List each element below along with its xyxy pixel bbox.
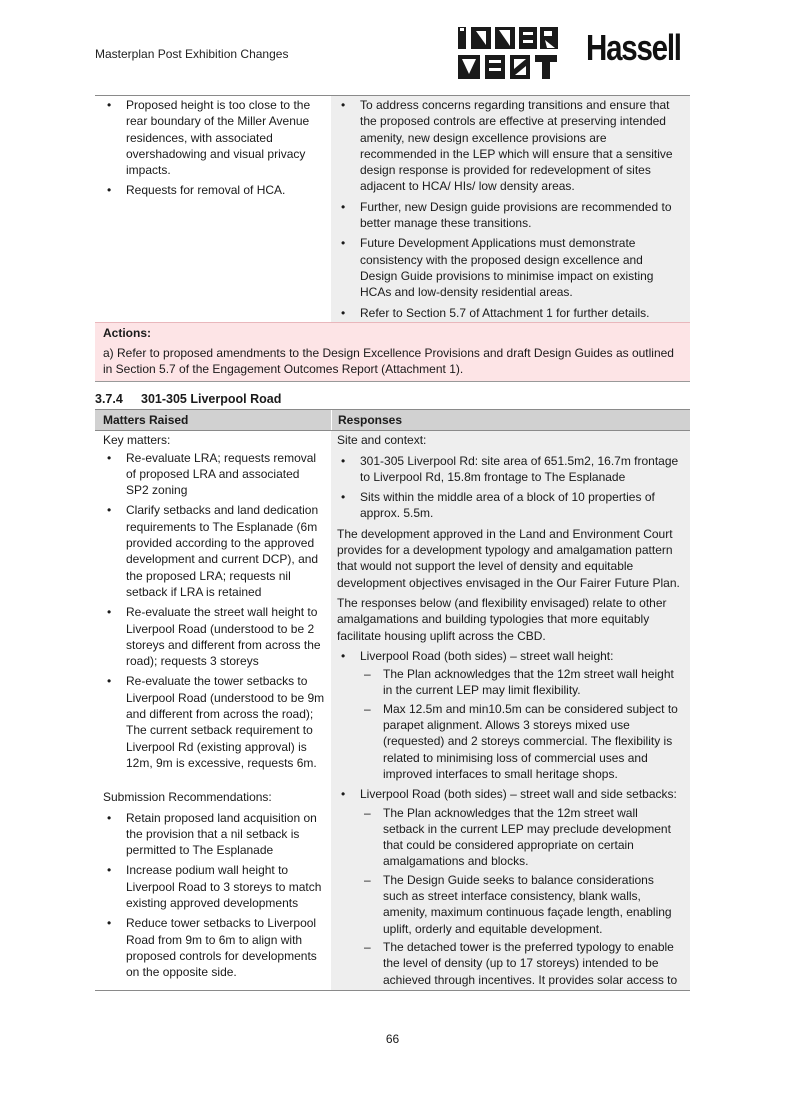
- list-item: [337, 648, 680, 782]
- response-paragraph: The responses below (and flexibility envisaged) relate to other amalgamations and building typologies that more equitably facilitate housing uplift across the CBD.: [337, 595, 667, 643]
- site-context-label: Site and context:: [337, 433, 427, 448]
- list-item: – The detached tower is the preferred typology to enable the level of density (up to 17 storeys) intended to be achieved through incentives. It provides solar access to: [360, 939, 680, 988]
- list-item: • Re-evaluate LRA; requests removal of proposed LRA and associated SP2 zoning: [103, 450, 325, 499]
- section-title: 301-305 Liverpool Road: [141, 392, 282, 406]
- responses-cell: [331, 96, 690, 322]
- list-item: • Sits within the middle area of a block of 10 properties of approx. 5.5m.: [337, 489, 680, 522]
- list-item: • Requests for removal of HCA.: [103, 182, 325, 198]
- list-item: – The Design Guide seeks to balance considerations such as street interface consistency, blank walls, amenity, maximum continuous façade length, enabling uplift, orderly and equitable development.: [360, 872, 680, 937]
- submission-label: Submission Recommendations:: [103, 790, 272, 805]
- list-item: • Increase podium wall height to Liverpool Road to 3 storeys to match existing approved developments: [103, 862, 325, 911]
- matters-raised-cell: [95, 96, 331, 322]
- list-item: • Refer to Section 5.7 of Attachment 1 for further details.: [337, 305, 680, 321]
- setbacks-label: Liverpool Road (both sides) – street wall and side setbacks:: [360, 787, 677, 802]
- list-item: • Re-evaluate the tower setbacks to Liverpool Road (understood to be 9m and different from across the road); The current setback requirement to Liverpool Rd (existing approval) is 12m, 9m is excessive, requests 6m.: [103, 673, 325, 771]
- response-paragraph: The development approved in the Land and Environment Court provides for a development typology and amalgamation pattern that would not support the level of density and equitable development objectives envisaged in the Our Fairer Future Plan.: [337, 526, 680, 590]
- column-header-responses: Responses: [331, 410, 690, 430]
- column-header-matters: Matters Raised: [103, 413, 189, 427]
- inner-west-logo: [457, 26, 559, 80]
- list-item: [337, 786, 680, 988]
- page-number: 66: [385, 1032, 400, 1046]
- section-number: 3.7.4: [95, 392, 123, 406]
- liverpool-road-table: [95, 409, 690, 991]
- previous-matters-table: [95, 95, 690, 382]
- table-header: [95, 409, 690, 431]
- key-matters-label: Key matters:: [103, 433, 171, 448]
- list-item: • Further, new Design guide provisions are recommended to better manage these transitions.: [337, 199, 680, 232]
- responses-cell: [331, 431, 690, 990]
- list-item: – Max 12.5m and min10.5m can be considered subject to parapet alignment. Allows 3 storeys mixed use (requested) and 2 storeys commercial. The flexibility is related to minimising loss of commercial uses and improved interfaces to small heritage shops.: [360, 701, 680, 782]
- list-item: • Reduce tower setbacks to Liverpool Road from 9m to 6m to align with proposed controls for developments on the opposite side.: [103, 915, 325, 980]
- list-item: – The Plan acknowledges that the 12m street wall setback in the current LEP may preclude development that could be considered appropriate on certain amalgamations and blocks.: [360, 805, 680, 870]
- hassell-logo: Hassell: [586, 27, 681, 68]
- list-item: • To address concerns regarding transitions and ensure that the proposed controls are effective at preserving intended amenity, new design excellence provisions are recommended in the LEP which will ensure that a sensitive design response is provided for redevelopment of sites adjacent to HCA/ HIs/ low density areas.: [337, 97, 680, 195]
- actions-text: a) Refer to proposed amendments to the Design Excellence Provisions and draft Design Guides as outlined in Section 5.7 of the Engagement Outcomes Report (Attachment 1).: [103, 346, 674, 377]
- matters-raised-cell: [95, 431, 331, 990]
- list-item: • Re-evaluate the street wall height to Liverpool Road (understood to be 2 storeys and different from across the road); requests 3 storeys: [103, 604, 325, 669]
- list-item: – The Plan acknowledges that the 12m street wall height in the current LEP may limit flexibility.: [360, 666, 680, 699]
- list-item: • Retain proposed land acquisition on the provision that a nil setback is permitted to The Esplanade: [103, 810, 325, 859]
- document-header-title: Masterplan Post Exhibition Changes: [95, 47, 289, 61]
- actions-box: [95, 322, 690, 382]
- list-item: • Clarify setbacks and land dedication requirements to The Esplanade (6m provided according to the approved development and current DCP), and the proposed LRA; requests nil setback if LRA is retained: [103, 502, 325, 600]
- section-heading: [95, 392, 281, 406]
- list-item: • Proposed height is too close to the rear boundary of the Miller Avenue residences, with associated overshadowing and visual privacy impacts.: [103, 97, 325, 178]
- list-item: • 301-305 Liverpool Rd: site area of 651.5m2, 16.7m frontage to Liverpool Rd, 15.8m frontage to The Esplanade: [337, 453, 680, 486]
- list-item: • Future Development Applications must demonstrate consistency with the proposed design excellence and Design Guide provisions to minimise impact on existing HCAs and low-density residential areas.: [337, 235, 680, 300]
- street-wall-height-label: Liverpool Road (both sides) – street wall height:: [360, 648, 614, 663]
- actions-label: Actions:: [103, 325, 151, 340]
